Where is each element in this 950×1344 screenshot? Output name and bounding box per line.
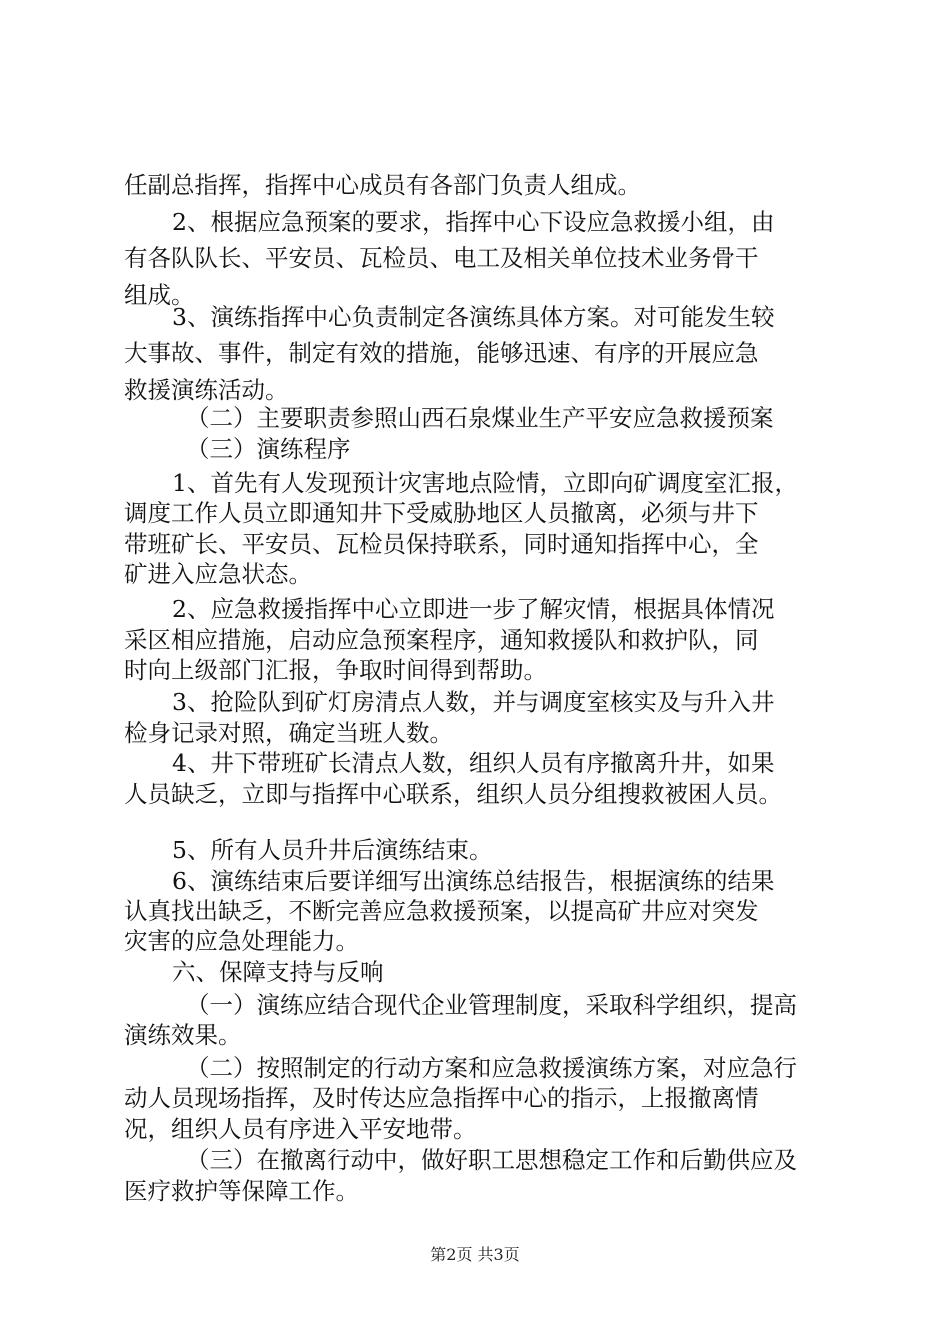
text-line: 认真找出缺乏，不断完善应急救援预案，以提高矿井应对突发 <box>124 897 759 925</box>
text-line: 动人员现场指挥，及时传达应急指挥中心的指示，上报撤离情 <box>124 1084 759 1112</box>
text-line: 救援演练活动。 <box>124 376 289 404</box>
text-line: 2、应急救援指挥中心立即进一步了解灾情，根据具体情况 <box>172 595 775 623</box>
text-line: 5、所有人员升井后演练结束。 <box>172 836 493 864</box>
text-line: 6、演练结束后要详细写出演练总结报告，根据演练的结果 <box>172 867 775 895</box>
text-line: 1、首先有人发现预计灾害地点险情，立即向矿调度室汇报， <box>172 469 798 497</box>
section-heading: （二）主要职责参照山西石泉煤业生产平安应急救援预案 <box>186 404 774 432</box>
text-line: 灾害的应急处理能力。 <box>124 927 359 955</box>
text-line: 矿进入应急状态。 <box>124 560 312 588</box>
text-line: 任副总指挥，指挥中心成员有各部门负责人组成。 <box>124 171 641 199</box>
text-line: 人员缺乏，立即与指挥中心联系，组织人员分组搜救被困人员。 <box>124 780 782 808</box>
text-line: 3、抢险队到矿灯房清点人数，并与调度室核实及与升入井 <box>172 688 775 716</box>
text-line: 大事故、事件，制定有效的措施，能够迅速、有序的开展应急 <box>124 339 759 367</box>
text-line: （二）按照制定的行动方案和应急救援演练方案，对应急行 <box>186 1054 797 1082</box>
text-line: 采区相应措施，启动应急预案程序，通知救援队和救护队，同 <box>124 626 759 654</box>
text-line: （一）演练应结合现代企业管理制度，采取科学组织，提高 <box>186 991 797 1019</box>
section-heading: 六、保障支持与反响 <box>172 958 384 986</box>
text-line: 调度工作人员立即通知井下受威胁地区人员撤离，必须与井下 <box>124 499 759 527</box>
text-line: 医疗救护等保障工作。 <box>124 1177 359 1205</box>
text-line: 2、根据应急预案的要求，指挥中心下设应急救援小组，由 <box>172 208 775 236</box>
text-line: 检身记录对照，确定当班人数。 <box>124 719 453 747</box>
text-line: （三）在撤离行动中，做好职工思想稳定工作和后勤供应及 <box>186 1146 797 1174</box>
text-line: 况，组织人员有序进入平安地带。 <box>124 1115 477 1143</box>
text-line: 演练效果。 <box>124 1021 242 1049</box>
text-line: 4、井下带班矿长清点人数，组织人员有序撤离升井，如果 <box>172 749 775 777</box>
page-footer: 第2页 共3页 <box>430 1245 520 1264</box>
text-line: 带班矿长、平安员、瓦检员保持联系，同时通知指挥中心，全 <box>124 530 759 558</box>
text-line: 时向上级部门汇报，争取时间得到帮助。 <box>124 656 547 684</box>
section-heading: （三）演练程序 <box>186 435 351 463</box>
text-line: 组成。 <box>124 281 195 309</box>
text-line: 3、演练指挥中心负责制定各演练具体方案。对可能发生较 <box>172 303 775 331</box>
text-line: 有各队队长、平安员、瓦检员、电工及相关单位技术业务骨干 <box>124 244 759 272</box>
